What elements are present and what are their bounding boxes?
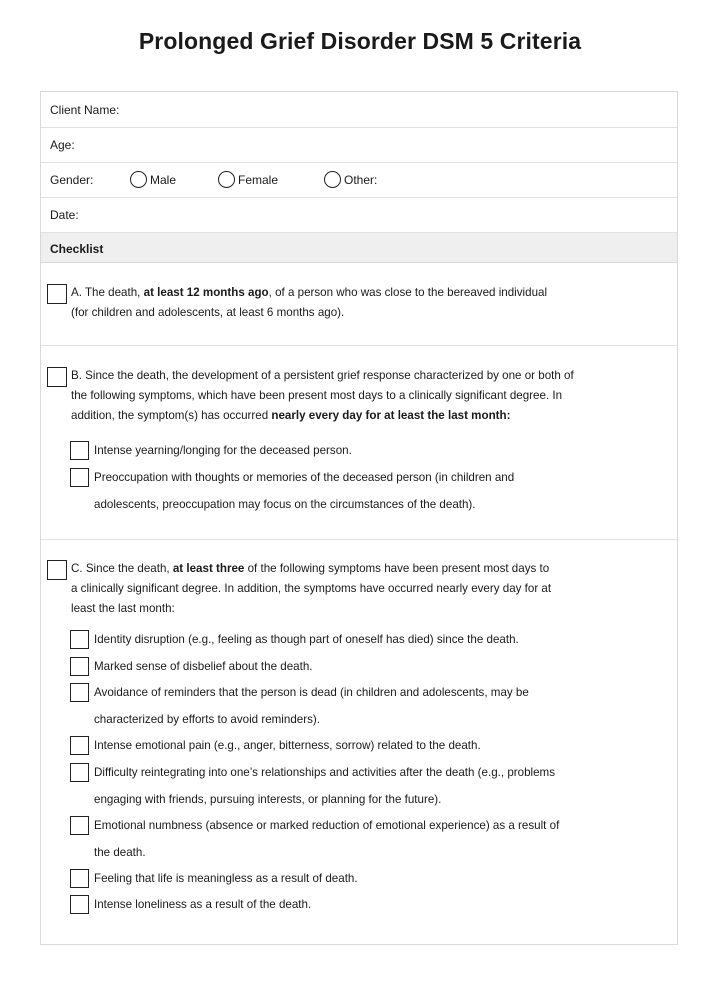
gender-row bbox=[41, 163, 677, 198]
gender-option-female[interactable] bbox=[218, 171, 278, 188]
criterion-b-line1: B. Since the death, the development of a persistent grief response characterized by one or both of bbox=[71, 369, 574, 382]
age-label: Age: bbox=[50, 138, 75, 152]
criterion-b-item: Intense yearning/longing for the deceased person. bbox=[94, 444, 352, 457]
criterion-c-item-checkbox[interactable] bbox=[70, 763, 89, 782]
gender-label: Gender: bbox=[50, 173, 94, 187]
date-label: Date: bbox=[50, 208, 79, 222]
criterion-c-item: Intense loneliness as a result of the death. bbox=[94, 898, 312, 911]
criterion-c-item-checkbox[interactable] bbox=[70, 869, 89, 888]
criterion-c-item: Avoidance of reminders that the person is dead (in children and adolescents, may be characterized by efforts to avoid reminders). bbox=[94, 686, 529, 726]
criterion-b-line3: addition, the symptom(s) has occurred nearly every day for at least the last month: bbox=[71, 409, 511, 422]
criterion-c-item: Emotional numbness (absence or marked reduction of emotional experience) as a result of the death. bbox=[94, 819, 560, 859]
criterion-c-item-checkbox[interactable] bbox=[70, 630, 89, 649]
criterion-b-item-checkbox[interactable] bbox=[70, 468, 89, 487]
criterion-c-line3: least the last month: bbox=[71, 602, 175, 615]
criterion-a-text bbox=[71, 283, 671, 323]
checklist-header: Checklist bbox=[41, 233, 677, 263]
criterion-c-item: Identity disruption (e.g., feeling as though part of oneself has died) since the death. bbox=[94, 633, 519, 646]
criterion-b-line2: the following symptoms, which have been present most days to a clinically significant degree. In bbox=[71, 389, 563, 402]
gender-option-other[interactable] bbox=[324, 171, 377, 188]
criterion-c-item-checkbox[interactable] bbox=[70, 895, 89, 914]
criteria-form bbox=[40, 91, 678, 945]
other-radio[interactable] bbox=[324, 171, 341, 188]
criterion-c-item-checkbox[interactable] bbox=[70, 736, 89, 755]
criterion-c-item: Difficulty reintegrating into one’s relationships and activities after the death (e.g., problems engaging with friends, pursuing interests, or planning for the future). bbox=[94, 766, 555, 806]
criterion-c-item: Marked sense of disbelief about the death. bbox=[94, 660, 313, 673]
male-radio[interactable] bbox=[130, 171, 147, 188]
criterion-a-line1: A. The death, at least 12 months ago, of a person who was close to the bereaved individual bbox=[71, 286, 548, 299]
criterion-b-text bbox=[71, 366, 675, 426]
criterion-c-section bbox=[41, 540, 677, 944]
criterion-c-checkbox[interactable] bbox=[47, 560, 67, 580]
criterion-c-line2: a clinically significant degree. In addition, the symptoms have occurred nearly every day for at bbox=[71, 582, 552, 595]
criterion-a-section bbox=[41, 263, 677, 346]
female-radio[interactable] bbox=[218, 171, 235, 188]
age-row[interactable] bbox=[41, 128, 677, 163]
female-label: Female bbox=[238, 172, 279, 187]
criterion-c-line1: C. Since the death, at least three of the following symptoms have been present most days to bbox=[71, 562, 550, 575]
client-name-label: Client Name: bbox=[50, 103, 120, 117]
criterion-b-item-checkbox[interactable] bbox=[70, 441, 89, 460]
page-title: Prolonged Grief Disorder DSM 5 Criteria bbox=[138, 28, 582, 54]
criterion-b-checkbox[interactable] bbox=[47, 367, 67, 387]
gender-option-male[interactable] bbox=[130, 171, 176, 188]
criterion-c-item: Intense emotional pain (e.g., anger, bitterness, sorrow) related to the death. bbox=[94, 739, 481, 752]
criterion-c-item-checkbox[interactable] bbox=[70, 816, 89, 835]
criterion-a-line2: (for children and adolescents, at least 6 months ago). bbox=[71, 306, 345, 319]
criterion-c-item-checkbox[interactable] bbox=[70, 683, 89, 702]
criterion-a-checkbox[interactable] bbox=[47, 284, 67, 304]
criterion-b-section bbox=[41, 346, 677, 540]
client-name-row[interactable] bbox=[41, 92, 677, 128]
male-label: Male bbox=[150, 172, 177, 187]
date-row[interactable] bbox=[41, 198, 677, 233]
criterion-c-text bbox=[71, 559, 671, 619]
other-label: Other: bbox=[344, 172, 378, 187]
criterion-c-item-checkbox[interactable] bbox=[70, 657, 89, 676]
criterion-c-item: Feeling that life is meaningless as a result of death. bbox=[94, 872, 358, 885]
criterion-b-item: Preoccupation with thoughts or memories of the deceased person (in children and adolescents, preoccupation may focus on the circumstances of the death). bbox=[94, 471, 515, 511]
